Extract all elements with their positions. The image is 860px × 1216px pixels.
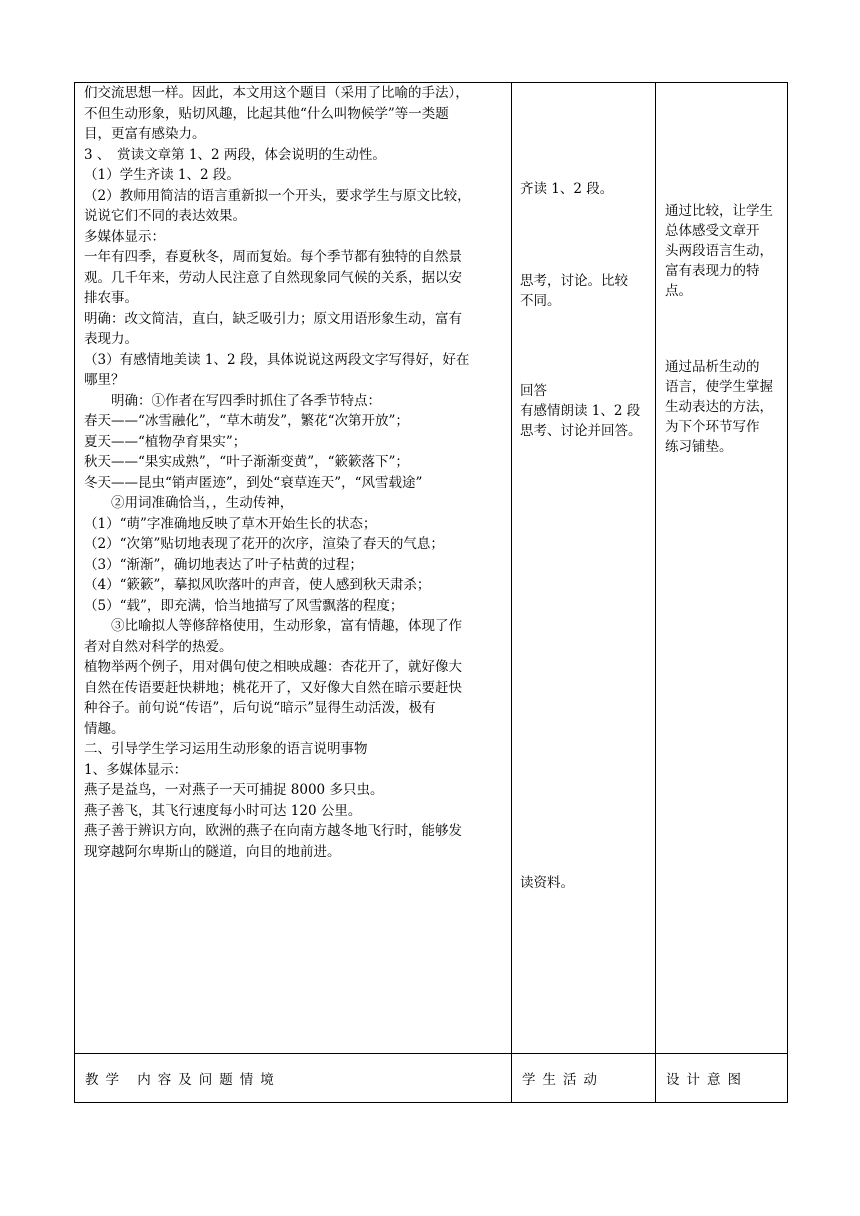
design-intent-header-label: 设计意图 [666,1072,748,1088]
col2-line: 齐读 1、2 段。 [520,181,614,197]
col2-line: 读资料。 [520,875,574,891]
col1-line: （1）“萌”字准确地反映了草木开始生长的状态； [84,515,377,532]
col1-line: 者对自然对科学的热爱。 [84,638,233,655]
col1-line: 一年有四季，春夏秋冬，周而复始。每个季节都有独特的自然景 [84,249,462,265]
col1-line: 1、多媒体显示： [84,761,188,778]
student-activity-header-label: 学生活动 [522,1072,604,1088]
col1-line: 种谷子。前句说“传语”，后句说“暗示”显得生动活泼，极有 [84,700,436,716]
col1-line: （1）学生齐读 1、2 段。 [84,167,240,183]
col2-line: 思考、讨论并回答。 [520,423,642,439]
col3-line: 通过品析生动的 [665,359,760,375]
student-activity-header [512,1054,656,1103]
col1-line: 们交流思想一样。因此，本文用这个题目（采用了比喻的手法）， [84,85,469,101]
col3-line: 生动表达的方法， [665,399,773,415]
col1-line: 春天——“冰雪融化”，“草木萌发”，繁花“次第开放”； [84,413,409,429]
col1-line: 燕子善飞，其飞行速度每小时可达 120 公里。 [84,802,362,819]
design-intent-cell [656,83,788,1054]
col3-line: 头两段语言生动， [665,243,773,259]
col1-line: （4）“簌簌”，摹拟风吹落叶的声音，使人感到秋天肃杀； [84,577,431,593]
col1-line: （3）有感情地美读 1、2 段，具体说说这两段文字写得好，好在 [84,351,470,368]
design-intent-text [656,83,787,1053]
col1-line: （2）“次第”贴切地表现了花开的次序，渲染了春天的气息； [84,536,444,552]
col2-line: 有感情朗读 1、2 段 [520,403,641,419]
student-activity-cell [512,83,656,1054]
col1-line: 明确：①作者在写四季时抓住了各季节特点： [84,392,381,409]
col1-line: 不但生动形象，贴切风趣，比起其他“什么叫物候学”等一类题 [84,105,449,122]
col3-line: 为下个环节写作 [665,419,760,435]
col1-line: 燕子善于辨识方向，欧洲的燕子在向南方越冬地飞行时，能够发 [84,823,462,839]
col1-line: 冬天——昆虫“销声匿迹”，到处“衰草连天”，“风雪载途” [84,474,423,491]
lesson-plan-table [74,82,788,1103]
col1-line: 3 、 赏读文章第 1、2 两段，体会说明的生动性。 [84,146,386,163]
col1-line: 夏天——“植物孕育果实”； [84,433,247,450]
col1-line: 秋天——“果实成熟”，“叶子渐渐变黄”，“簌簌落下”； [84,454,409,470]
col1-line: 说说它们不同的表达效果。 [84,208,246,224]
col1-line: 植物举两个例子，用对偶句使之相映成趣：杏花开了，就好像大 [84,659,462,675]
col3-line: 通过比较，让学生 [665,203,773,219]
col1-line: （3）“渐渐”，确切地表达了叶子枯黄的过程； [84,556,363,573]
col1-line: 排农事。 [84,290,138,306]
col1-line: 二、引导学生学习运用生动形象的语言说明事物 [84,741,368,757]
col1-line: 明确：改文简洁，直白，缺乏吸引力；原文用语形象生动，富有 [84,310,462,327]
col2-line: 思考，讨论。比较 [520,273,628,289]
col1-line: 情趣。 [84,720,125,737]
student-activity-text [512,83,655,1053]
col3-line: 练习铺垫。 [665,439,733,455]
col3-line: 富有表现力的特 [665,263,760,279]
col1-line: （5）“载”，即充满，恰当地描写了风雪飘落的程度； [84,597,404,614]
col1-line: 目，更富有感染力。 [84,126,206,142]
content-row [75,83,788,1054]
col2-line: 不同。 [520,293,561,309]
col1-line: （2）教师用简洁的语言重新拟一个开头，要求学生与原文比较， [84,187,471,204]
col1-line: 哪里？ [84,372,125,388]
header-label-row [75,1054,788,1103]
col1-line: 现穿越阿尔卑斯山的隧道，向目的地前进。 [84,843,341,860]
teaching-content-header [75,1054,512,1103]
col1-line: 燕子是益鸟，一对燕子一天可捕捉 8000 多只虫。 [84,782,384,798]
teaching-content-text [75,83,511,1053]
col1-line: ②用词准确恰当，，生动传神， [84,495,294,511]
col1-line: 表现力。 [84,331,138,347]
col1-line: ③比喻拟人等修辞格使用，生动形象，富有情趣，体现了作 [84,618,462,634]
col3-line: 总体感受文章开 [665,223,760,239]
teaching-content-header-label: 教学 内容及问题情境 [85,1072,281,1088]
col3-line: 点。 [665,283,692,299]
col1-line: 多媒体显示： [84,228,165,245]
col2-line: 回答 [520,383,547,399]
col1-line: 自然在传语要赶快耕地；桃花开了，又好像大自然在暗示要赶快 [84,679,462,696]
col1-line: 观。几千年来，劳动人民注意了自然现象同气候的关系，据以安 [84,269,462,286]
col3-line: 语言，使学生掌握 [665,379,773,395]
teaching-content-cell [75,83,512,1054]
design-intent-header [656,1054,788,1103]
